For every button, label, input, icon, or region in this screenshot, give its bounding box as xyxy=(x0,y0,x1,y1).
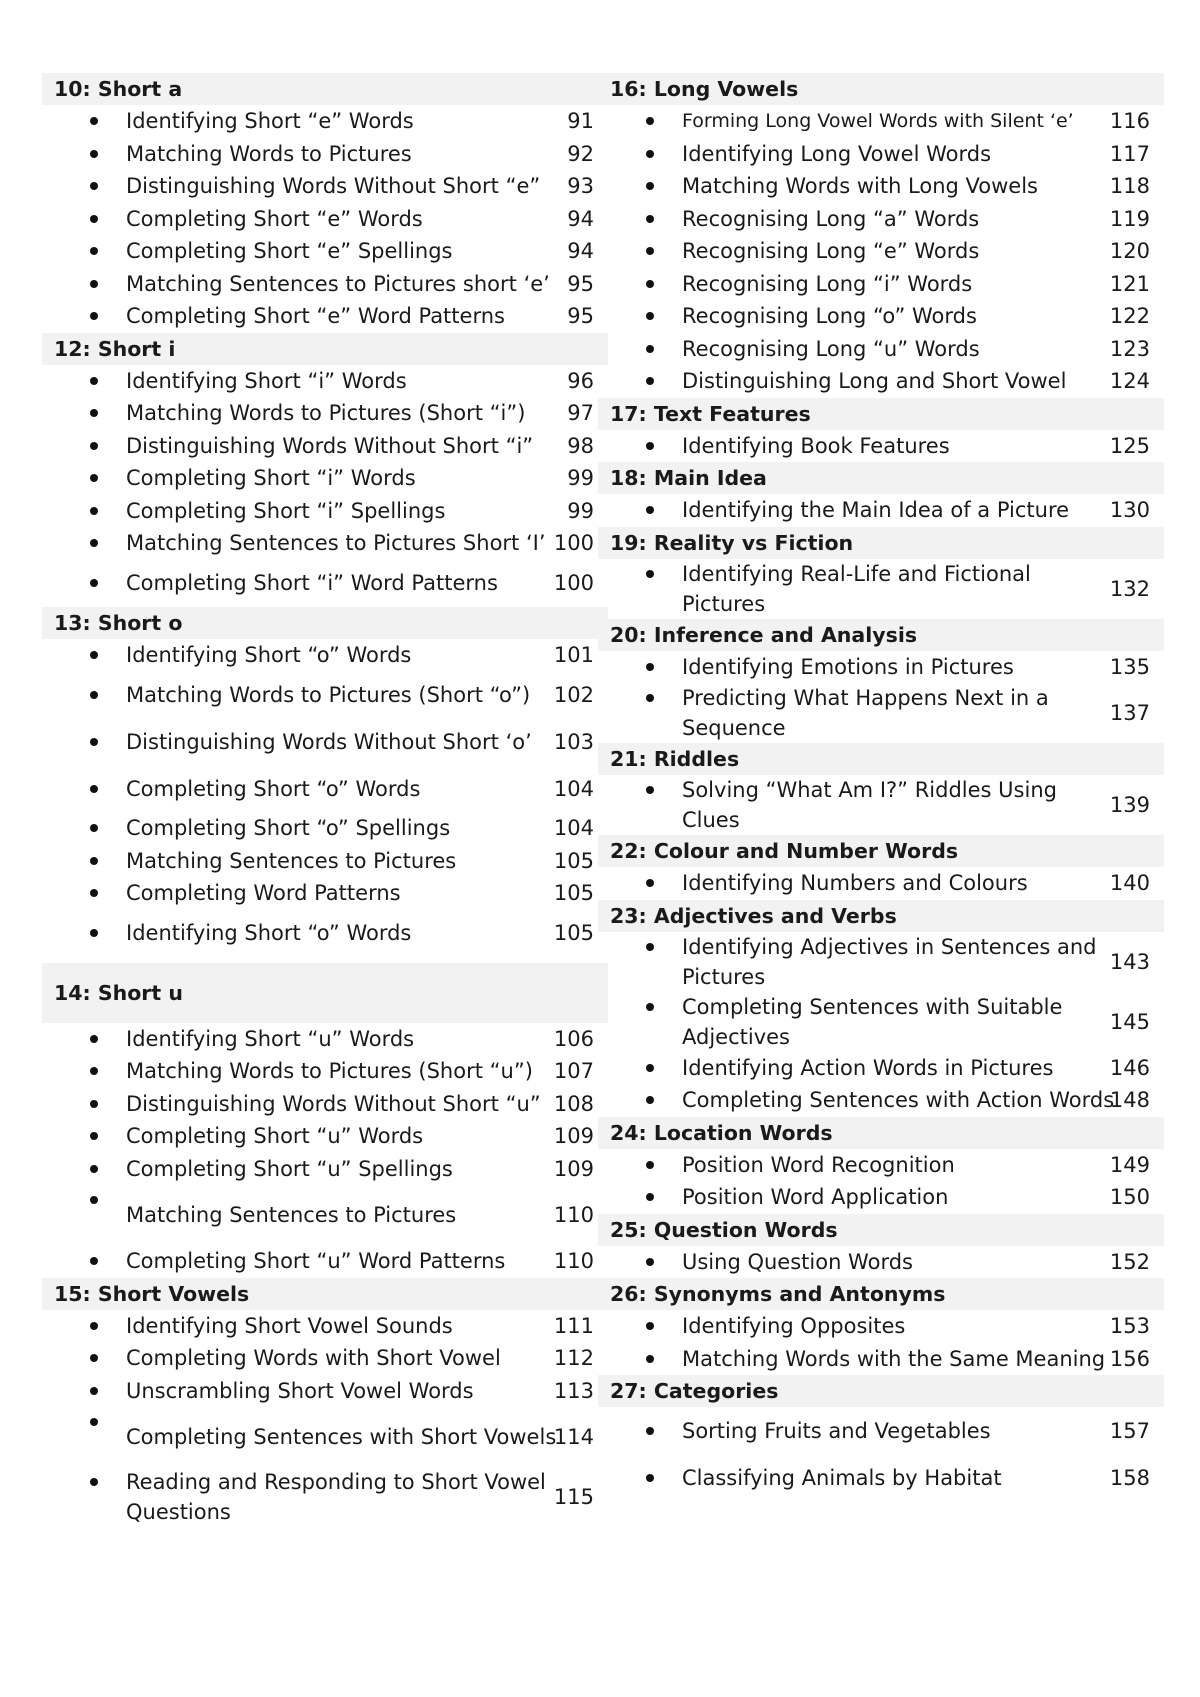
toc-entry[interactable] xyxy=(42,268,608,301)
section-heading: 19: Reality vs Fiction xyxy=(598,527,1164,559)
bullet-icon xyxy=(646,300,654,333)
toc-entry[interactable] xyxy=(42,1185,608,1245)
bullet-icon xyxy=(646,1407,654,1454)
entry-title: Identifying Real-Life and Fictional Pictures xyxy=(682,561,1031,616)
entry-title: Matching Words to Pictures (Short “o”) xyxy=(126,682,531,707)
entry-title: Solving “What Am I?” Riddles Using Clues xyxy=(682,778,1057,832)
bullet-icon xyxy=(90,910,98,957)
toc-entry[interactable] xyxy=(42,1342,608,1375)
bullet-icon xyxy=(90,1153,98,1186)
entry-title: Completing Sentences with Action Words xyxy=(682,1088,1115,1113)
entry-title: Predicting What Happens Next in a Sequence xyxy=(682,686,1049,740)
page-number: 146 xyxy=(1109,1055,1150,1080)
entry-title: Distinguishing Words Without Short “e” xyxy=(126,174,541,199)
bullet-icon xyxy=(646,365,654,398)
page-number: 157 xyxy=(1109,1418,1150,1443)
section-heading: 13: Short o xyxy=(42,607,608,639)
page-number: 113 xyxy=(553,1378,594,1403)
toc-entry[interactable] xyxy=(42,1088,608,1121)
toc-entry[interactable] xyxy=(42,1375,608,1408)
entry-title: Completing Word Patterns xyxy=(126,881,401,906)
bullet-icon xyxy=(90,560,98,607)
entry-title: Matching Sentences to Pictures xyxy=(126,1203,457,1227)
toc-entry[interactable] xyxy=(42,300,608,333)
entry-title: Identifying Short “u” Words xyxy=(126,1026,415,1051)
entry-title: Completing Short “o” Words xyxy=(126,776,421,801)
entry-title: Identifying Opposites xyxy=(682,1314,906,1339)
page-number: 115 xyxy=(553,1485,594,1509)
bullet-icon xyxy=(646,333,654,366)
entry-title: Using Question Words xyxy=(682,1249,913,1274)
toc-entry[interactable] xyxy=(598,365,1164,398)
page-number: 100 xyxy=(553,531,594,556)
entry-title: Recognising Long “u” Words xyxy=(682,336,980,361)
entry-title: Matching Sentences to Pictures xyxy=(126,848,457,873)
entry-title: Identifying Short “o” Words xyxy=(126,642,412,667)
toc-entry[interactable] xyxy=(598,138,1164,171)
page-number: 98 xyxy=(567,433,594,458)
bullet-icon xyxy=(90,1185,98,1245)
page-number: 124 xyxy=(1109,369,1150,394)
page-number: 111 xyxy=(553,1313,594,1338)
toc-entry[interactable] xyxy=(42,1310,608,1343)
entry-title: Matching Words to Pictures (Short “u”) xyxy=(126,1059,533,1084)
bullet-icon xyxy=(90,527,98,560)
page-number: 96 xyxy=(567,368,594,393)
bullet-icon xyxy=(646,1454,654,1501)
entry-title: Completing Short “i” Word Patterns xyxy=(126,571,498,595)
bullet-icon xyxy=(646,867,654,900)
toc-entry[interactable] xyxy=(598,300,1164,333)
bullet-icon xyxy=(90,300,98,333)
page-number: 95 xyxy=(567,271,594,296)
toc-entry[interactable] xyxy=(42,138,608,171)
section-heading: 21: Riddles xyxy=(598,743,1164,775)
page-number: 104 xyxy=(553,816,594,841)
entry-title: Recognising Long “i” Words xyxy=(682,271,973,296)
page-number: 153 xyxy=(1109,1314,1150,1339)
bullet-icon xyxy=(90,671,98,718)
toc-entry[interactable] xyxy=(42,1467,608,1527)
entry-title: Completing Short “u” Spellings xyxy=(126,1156,453,1181)
bullet-icon xyxy=(90,1467,98,1527)
bullet-icon xyxy=(646,138,654,171)
entry-title: Distinguishing Long and Short Vowel xyxy=(682,369,1067,394)
toc-entry[interactable] xyxy=(42,1153,608,1186)
toc-entry[interactable] xyxy=(42,910,608,957)
page-number: 92 xyxy=(567,141,594,166)
entry-title: Completing Short “u” Words xyxy=(126,1124,424,1149)
entry-title: Matching Sentences to Pictures Short ‘I’ xyxy=(126,531,546,556)
page-number: 107 xyxy=(553,1059,594,1084)
toc-entry[interactable] xyxy=(598,268,1164,301)
bullet-icon xyxy=(90,1310,98,1343)
entry-title: Identifying Action Words in Pictures xyxy=(682,1055,1054,1080)
bullet-icon xyxy=(90,845,98,878)
bullet-icon xyxy=(646,1310,654,1343)
toc-entry[interactable] xyxy=(598,333,1164,366)
entry-title: Completing Short “i” Words xyxy=(126,466,416,491)
page-number: 99 xyxy=(567,466,594,491)
page-number: 149 xyxy=(1109,1152,1150,1177)
page-number: 143 xyxy=(1109,949,1150,974)
toc-entry[interactable] xyxy=(42,812,608,845)
bullet-icon xyxy=(646,559,654,619)
entry-title: Identifying Short “i” Words xyxy=(126,368,407,393)
toc-entry[interactable] xyxy=(598,1407,1164,1454)
section-heading: 12: Short i xyxy=(42,333,608,365)
entry-title: Position Word Application xyxy=(682,1185,949,1210)
entry-title: Identifying the Main Idea of a Picture xyxy=(682,498,1070,523)
bullet-icon xyxy=(646,992,654,1052)
bullet-icon xyxy=(90,235,98,268)
toc-entry[interactable] xyxy=(598,1343,1164,1376)
section-heading: 18: Main Idea xyxy=(598,462,1164,494)
section-heading: 16: Long Vowels xyxy=(598,73,1164,105)
bullet-icon xyxy=(646,775,654,835)
entry-title: Distinguishing Words Without Short “u” xyxy=(126,1091,541,1116)
section-heading: 17: Text Features xyxy=(598,398,1164,430)
toc-left-column xyxy=(42,73,608,1527)
toc-entry[interactable] xyxy=(598,430,1164,463)
page-number: 119 xyxy=(1109,206,1150,231)
page-number: 105 xyxy=(553,881,594,906)
entry-title: Matching Words with Long Vowels xyxy=(682,174,1038,199)
page-number: 104 xyxy=(553,776,594,801)
page-number: 125 xyxy=(1109,433,1150,458)
bullet-icon xyxy=(90,430,98,463)
page-number: 105 xyxy=(553,921,594,945)
toc-entry[interactable] xyxy=(42,365,608,398)
toc-entry[interactable] xyxy=(42,1245,608,1278)
bullet-icon xyxy=(646,494,654,527)
bullet-icon xyxy=(646,1343,654,1376)
entry-title: Completing Sentences with Short Vowels xyxy=(126,1425,557,1449)
bullet-icon xyxy=(646,1084,654,1117)
page-number: 116 xyxy=(1109,109,1150,134)
bullet-icon xyxy=(90,1023,98,1056)
entry-title: Identifying Numbers and Colours xyxy=(682,871,1028,896)
entry-title: Identifying Short “o” Words xyxy=(126,921,412,945)
toc-right-column xyxy=(598,73,1164,1501)
entry-title: Matching Sentences to Pictures short ‘e’ xyxy=(126,271,550,296)
entry-title: Forming Long Vowel Words with Silent ‘e’ xyxy=(682,110,1074,133)
section-heading: 14: Short u xyxy=(42,963,608,1023)
entry-title: Identifying Adjectives in Sentences and Pictures xyxy=(682,934,1097,989)
entry-title: Completing Words with Short Vowel xyxy=(126,1346,501,1371)
entry-title: Completing Short “o” Spellings xyxy=(126,816,451,841)
entry-title: Completing Short “i” Spellings xyxy=(126,498,446,523)
entry-title: Completing Short “u” Word Patterns xyxy=(126,1249,506,1274)
entry-title: Position Word Recognition xyxy=(682,1152,955,1177)
bullet-icon xyxy=(90,1375,98,1408)
bullet-icon xyxy=(90,462,98,495)
section-heading: 22: Colour and Number Words xyxy=(598,835,1164,867)
page-number: 132 xyxy=(1109,576,1150,601)
toc-entry[interactable] xyxy=(598,235,1164,268)
page-number: 103 xyxy=(553,729,594,754)
bullet-icon xyxy=(646,1052,654,1085)
bullet-icon xyxy=(90,877,98,910)
page-number: 101 xyxy=(553,642,594,667)
bullet-icon xyxy=(90,1055,98,1088)
section-heading: 20: Inference and Analysis xyxy=(598,619,1164,651)
entry-title: Distinguishing Words Without Short ‘o’ xyxy=(126,729,532,754)
toc-entry[interactable] xyxy=(598,170,1164,203)
entry-title: Recognising Long “o” Words xyxy=(682,304,977,329)
toc-entry[interactable] xyxy=(42,639,608,672)
entry-title: Matching Words to Pictures (Short “i”) xyxy=(126,401,526,426)
toc-entry[interactable] xyxy=(598,1084,1164,1117)
page-number: 93 xyxy=(567,174,594,199)
entry-title: Unscrambling Short Vowel Words xyxy=(126,1378,474,1403)
entry-title: Reading and Responding to Short Vowel Questions xyxy=(126,1470,546,1524)
bullet-icon xyxy=(90,138,98,171)
entry-title: Identifying Short Vowel Sounds xyxy=(126,1313,453,1338)
toc-entry[interactable] xyxy=(598,1454,1164,1501)
bullet-icon xyxy=(646,1181,654,1214)
toc-entry[interactable] xyxy=(598,651,1164,684)
entry-title: Completing Short “e” Word Patterns xyxy=(126,304,505,329)
page-number: 156 xyxy=(1109,1346,1150,1371)
page-number: 121 xyxy=(1109,271,1150,296)
section-heading: 24: Location Words xyxy=(598,1117,1164,1149)
toc-entry[interactable] xyxy=(598,1310,1164,1343)
bullet-icon xyxy=(646,105,654,138)
toc-entry[interactable] xyxy=(42,718,608,765)
bullet-icon xyxy=(90,639,98,672)
section-heading: 23: Adjectives and Verbs xyxy=(598,900,1164,932)
entry-title: Sorting Fruits and Vegetables xyxy=(682,1418,991,1443)
bullet-icon xyxy=(90,718,98,765)
entry-title: Identifying Short “e” Words xyxy=(126,109,414,134)
toc-entry[interactable] xyxy=(42,170,608,203)
entry-title: Classifying Animals by Habitat xyxy=(682,1465,1002,1490)
toc-entry[interactable] xyxy=(42,495,608,528)
toc-entry[interactable] xyxy=(42,877,608,910)
page-number: 109 xyxy=(553,1124,594,1149)
entry-title: Completing Sentences with Suitable Adjectives xyxy=(682,994,1063,1049)
bullet-icon xyxy=(646,1246,654,1279)
page-number: 114 xyxy=(553,1425,594,1449)
bullet-icon xyxy=(90,203,98,236)
bullet-icon xyxy=(90,1245,98,1278)
page-number: 130 xyxy=(1109,498,1150,523)
bullet-icon xyxy=(646,170,654,203)
page-number: 94 xyxy=(567,206,594,231)
toc-entry[interactable] xyxy=(42,462,608,495)
bullet-icon xyxy=(646,651,654,684)
section-heading: 26: Synonyms and Antonyms xyxy=(598,1278,1164,1310)
toc-entry[interactable] xyxy=(598,1246,1164,1279)
toc-entry[interactable] xyxy=(598,992,1164,1052)
page-number: 106 xyxy=(553,1026,594,1051)
bullet-icon xyxy=(646,683,654,743)
section-heading: 10: Short a xyxy=(42,73,608,105)
toc-entry[interactable] xyxy=(42,430,608,463)
toc-entry[interactable] xyxy=(42,1407,608,1467)
page-number: 139 xyxy=(1109,793,1150,817)
entry-title: Completing Short “e” Words xyxy=(126,206,423,231)
page-number: 123 xyxy=(1109,336,1150,361)
bullet-icon xyxy=(90,1120,98,1153)
bullet-icon xyxy=(90,1088,98,1121)
page-number: 110 xyxy=(553,1249,594,1274)
toc-entry[interactable] xyxy=(42,203,608,236)
bullet-icon xyxy=(90,365,98,398)
entry-title: Matching Words to Pictures xyxy=(126,141,412,166)
entry-title: Identifying Long Vowel Words xyxy=(682,141,992,166)
page-number: 94 xyxy=(567,239,594,264)
toc-entry[interactable] xyxy=(42,1055,608,1088)
toc-entry[interactable] xyxy=(598,559,1164,619)
toc-entry[interactable] xyxy=(42,560,608,607)
toc-entry[interactable] xyxy=(598,932,1164,992)
page-number: 122 xyxy=(1109,304,1150,329)
page-number: 105 xyxy=(553,848,594,873)
page-number: 110 xyxy=(553,1203,594,1227)
toc-entry[interactable] xyxy=(598,867,1164,900)
bullet-icon xyxy=(646,932,654,992)
bullet-icon xyxy=(646,430,654,463)
bullet-icon xyxy=(90,765,98,812)
bullet-icon xyxy=(646,268,654,301)
toc-entry[interactable] xyxy=(42,527,608,560)
bullet-icon xyxy=(90,268,98,301)
page-number: 99 xyxy=(567,498,594,523)
entry-title: Identifying Emotions in Pictures xyxy=(682,654,1014,679)
page-number: 91 xyxy=(567,109,594,134)
toc-entry[interactable] xyxy=(42,765,608,812)
toc-entry[interactable] xyxy=(598,494,1164,527)
section-heading: 15: Short Vowels xyxy=(42,1278,608,1310)
entry-title: Distinguishing Words Without Short “i” xyxy=(126,433,534,458)
page-number: 118 xyxy=(1109,174,1150,199)
entry-title: Recognising Long “e” Words xyxy=(682,239,980,264)
page-number: 97 xyxy=(567,401,594,426)
bullet-icon xyxy=(90,170,98,203)
bullet-icon xyxy=(646,1149,654,1182)
page-number: 108 xyxy=(553,1091,594,1116)
page-number: 112 xyxy=(553,1346,594,1371)
page-number: 158 xyxy=(1109,1465,1150,1490)
page-number: 137 xyxy=(1109,701,1150,725)
page-number: 150 xyxy=(1109,1185,1150,1210)
toc-entry[interactable] xyxy=(42,671,608,718)
section-heading: 27: Categories xyxy=(598,1375,1164,1407)
bullet-icon xyxy=(90,495,98,528)
toc-entry[interactable] xyxy=(42,397,608,430)
page-number: 148 xyxy=(1109,1088,1150,1113)
toc-entry[interactable] xyxy=(598,1181,1164,1214)
bullet-icon xyxy=(90,812,98,845)
page-number: 152 xyxy=(1109,1249,1150,1274)
bullet-icon xyxy=(90,1342,98,1375)
toc-entry[interactable] xyxy=(42,105,608,138)
toc-entry[interactable] xyxy=(598,105,1164,138)
entry-title: Identifying Book Features xyxy=(682,433,950,458)
bullet-icon xyxy=(90,1407,98,1467)
page-number: 140 xyxy=(1109,871,1150,896)
page-number: 100 xyxy=(553,571,594,595)
toc-entry[interactable] xyxy=(42,1023,608,1056)
bullet-icon xyxy=(90,105,98,138)
toc-entry[interactable] xyxy=(42,235,608,268)
entry-title: Recognising Long “a” Words xyxy=(682,206,980,231)
toc-entry[interactable] xyxy=(598,203,1164,236)
bullet-icon xyxy=(90,397,98,430)
bullet-icon xyxy=(646,235,654,268)
entry-title: Matching Words with the Same Meaning xyxy=(682,1346,1106,1371)
toc-entry[interactable] xyxy=(42,1120,608,1153)
entry-title: Completing Short “e” Spellings xyxy=(126,239,453,264)
toc-entry[interactable] xyxy=(598,1149,1164,1182)
page-number: 102 xyxy=(553,682,594,707)
section-heading: 25: Question Words xyxy=(598,1214,1164,1246)
toc-entry[interactable] xyxy=(598,1052,1164,1085)
page-number: 109 xyxy=(553,1156,594,1181)
page-number: 120 xyxy=(1109,239,1150,264)
bullet-icon xyxy=(646,203,654,236)
page-number: 117 xyxy=(1109,141,1150,166)
toc-entry[interactable] xyxy=(42,845,608,878)
page-number: 135 xyxy=(1109,654,1150,679)
page-number: 145 xyxy=(1109,1009,1150,1034)
toc-entry[interactable] xyxy=(598,775,1164,835)
toc-entry[interactable] xyxy=(598,683,1164,743)
page-number: 95 xyxy=(567,304,594,329)
